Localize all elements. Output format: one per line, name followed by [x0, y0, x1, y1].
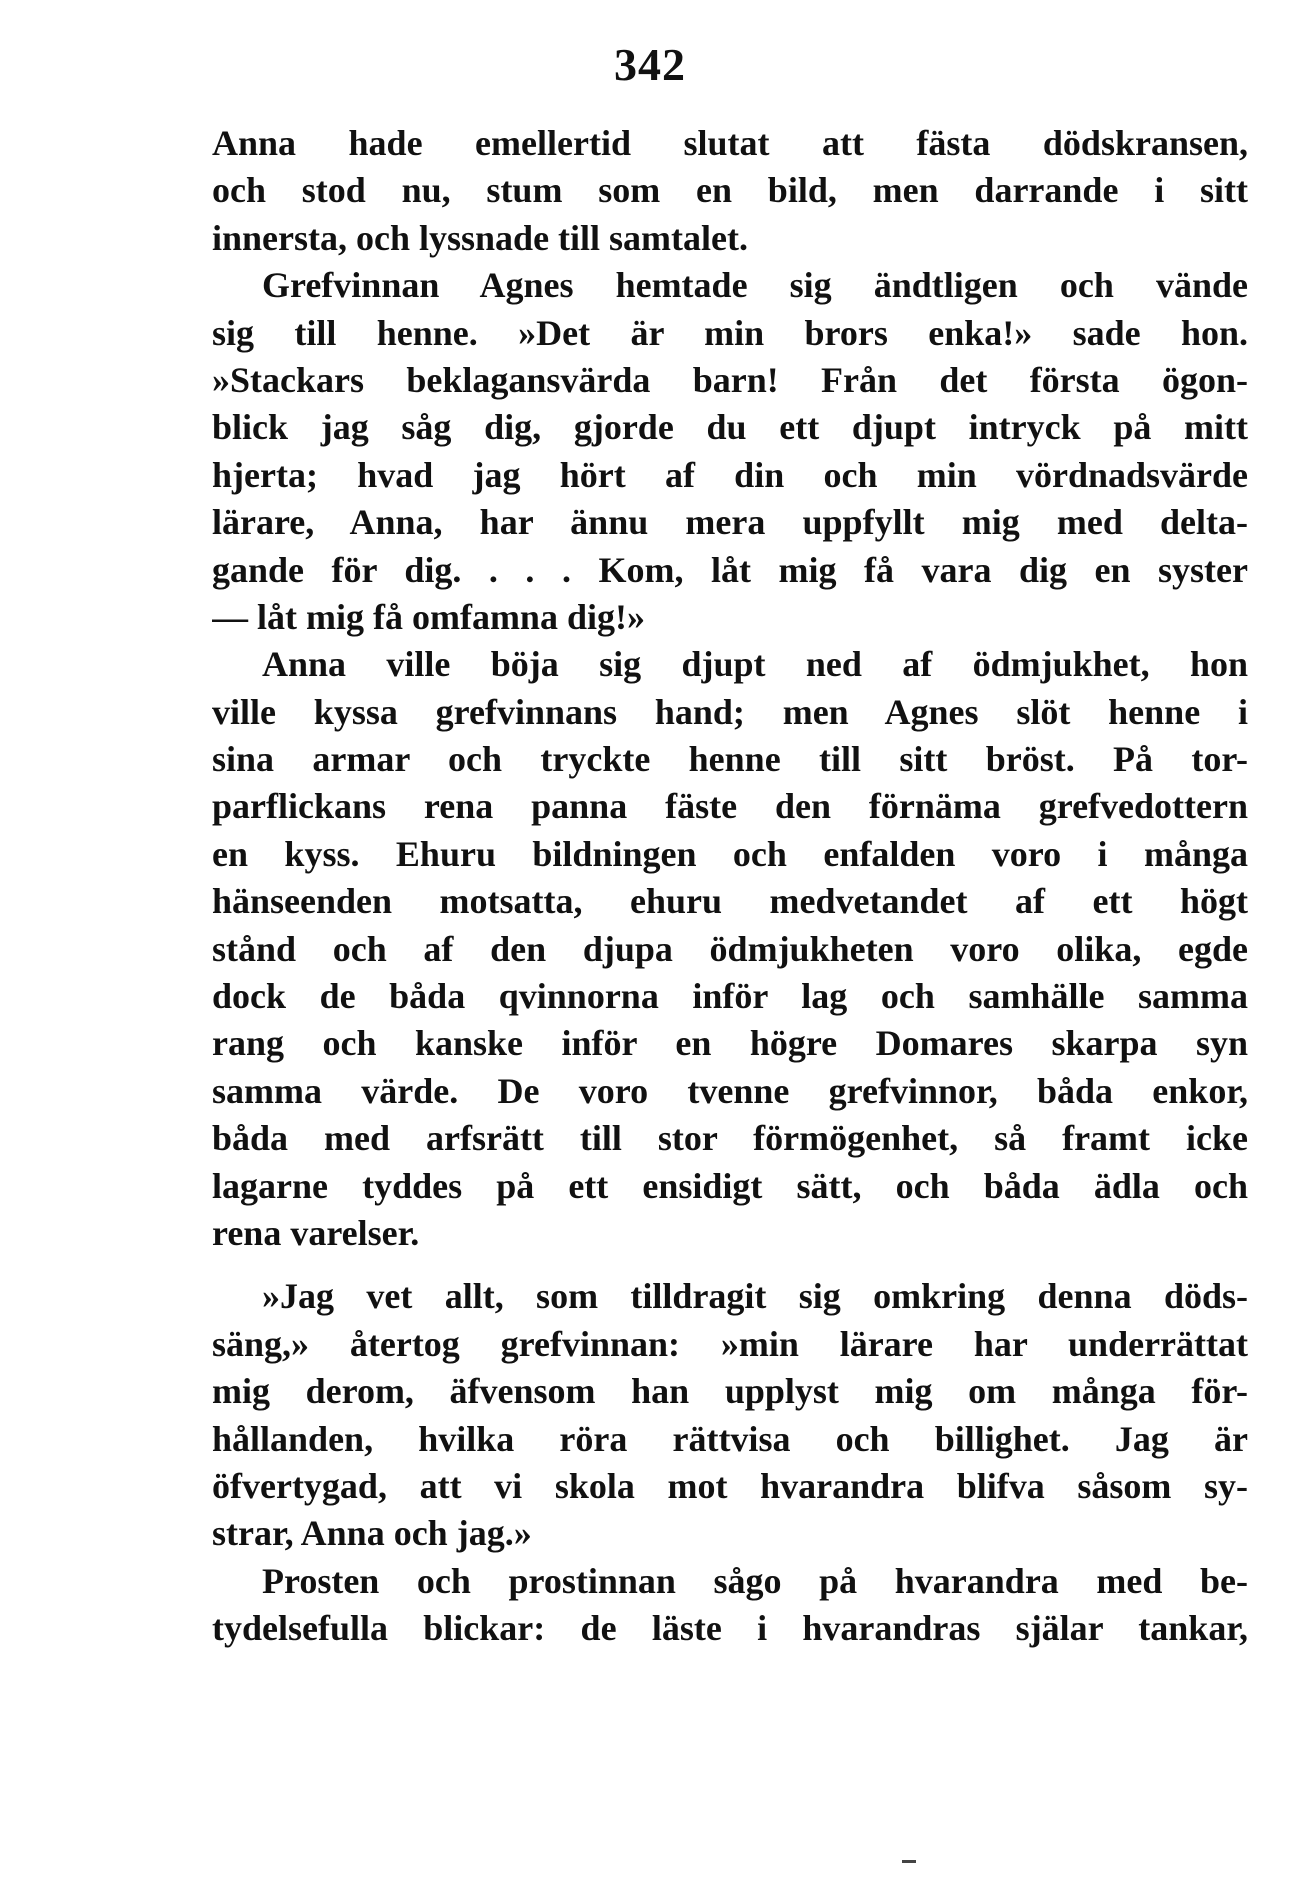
- text-line: rang och kanske inför en högre Domares skarpa syn: [212, 1023, 1248, 1064]
- text-line: innersta, och lyssnade till samtalet.: [212, 217, 748, 258]
- text-line: båda med arfsrätt till stor förmögenhet, så framt icke: [212, 1118, 1248, 1159]
- text-line: tydelsefulla blickar: de läste i hvarandras själar tankar,: [212, 1608, 1248, 1649]
- text-line: gande för dig. . . . Kom, låt mig få vara dig en syster: [212, 549, 1248, 590]
- text-line: sina armar och tryckte henne till sitt bröst. På tor-: [212, 739, 1248, 780]
- text-line: lagarne tyddes på ett ensidigt sätt, och båda ädla och: [212, 1165, 1248, 1206]
- text-line: ville kyssa grefvinnans hand; men Agnes slöt henne i: [212, 691, 1248, 732]
- body-text: [212, 120, 1248, 1653]
- text-line: strar, Anna och jag.»: [212, 1513, 532, 1554]
- text-line: hänseenden motsatta, ehuru medvetandet af ett högt: [212, 881, 1248, 922]
- text-line: — låt mig få omfamna dig!»: [212, 596, 645, 637]
- text-line: samma värde. De voro tvenne grefvinnor, båda enkor,: [212, 1070, 1248, 1111]
- text-line: blick jag såg dig, gjorde du ett djupt intryck på mitt: [212, 407, 1248, 448]
- text-line: »Jag vet allt, som tilldragit sig omkring denna döds-: [262, 1276, 1248, 1317]
- text-line: hjerta; hvad jag hört af din och min vördnadsvärde: [212, 454, 1248, 495]
- text-line: Anna hade emellertid slutat att fästa dödskransen,: [212, 123, 1248, 163]
- text-line: en kyss. Ehuru bildningen och enfalden voro i många: [212, 833, 1248, 874]
- text-line: lärare, Anna, har ännu mera uppfyllt mig med delta-: [212, 502, 1248, 543]
- text-line: och stod nu, stum som en bild, men darrande i sitt: [212, 170, 1248, 211]
- footer-mark: [902, 1860, 916, 1863]
- text-line: »Stackars beklagansvärda barn! Från det första ögon-: [212, 359, 1248, 400]
- page-number: 342: [614, 39, 686, 90]
- text-line: Grefvinnan Agnes hemtade sig ändtligen och vände: [262, 265, 1248, 306]
- text-line: Anna ville böja sig djupt ned af ödmjukhet, hon: [262, 644, 1248, 685]
- text-line: rena varelser.: [212, 1212, 420, 1253]
- text-line: parflickans rena panna fäste den förnäma grefvedottern: [212, 786, 1248, 827]
- text-line: sig till henne. »Det är min brors enka!» sade hon.: [212, 312, 1248, 353]
- text-line: mig derom, äfvensom han upplyst mig om många för-: [212, 1371, 1248, 1412]
- text-line: hållanden, hvilka röra rättvisa och billighet. Jag är: [212, 1418, 1248, 1459]
- text-line: säng,» återtog grefvinnan: »min lärare har underrättat: [212, 1323, 1248, 1364]
- text-line: öfvertygad, att vi skola mot hvarandra blifva såsom sy-: [212, 1465, 1248, 1506]
- text-line: dock de båda qvinnorna inför lag och samhälle samma: [212, 976, 1248, 1017]
- text-line: stånd och af den djupa ödmjukheten voro olika, egde: [212, 928, 1248, 969]
- text-line: Prosten och prostinnan sågo på hvarandra med be-: [262, 1560, 1248, 1601]
